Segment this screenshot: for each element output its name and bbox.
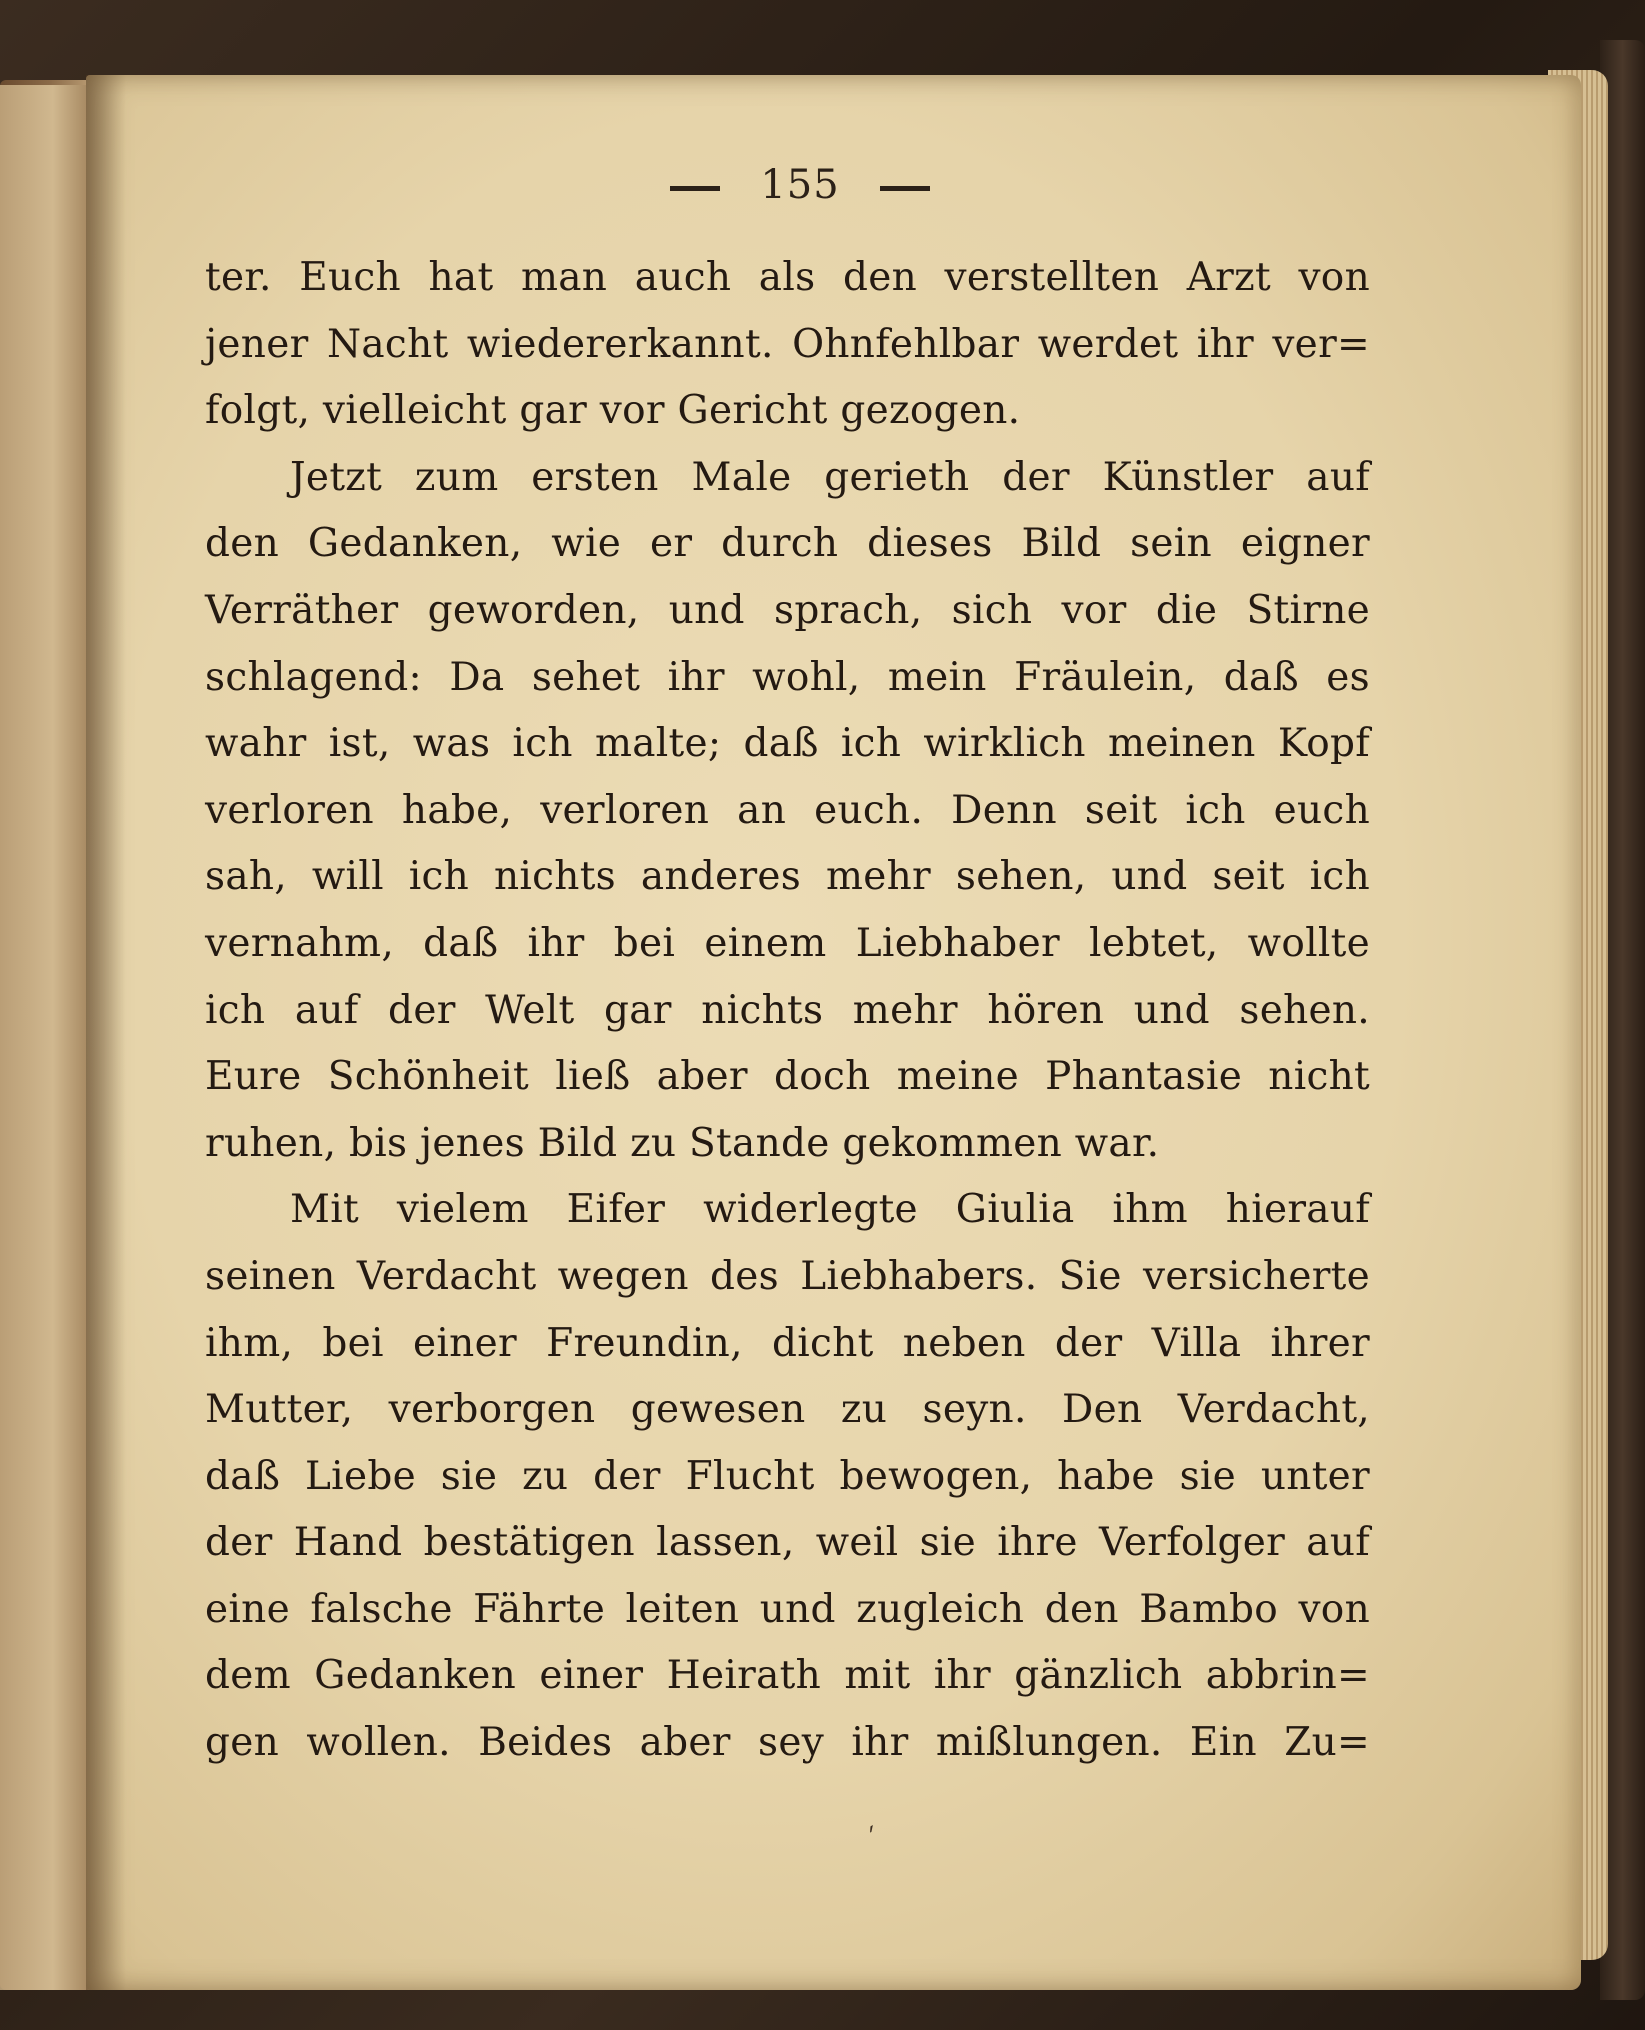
text-line: schlagend: Da sehet ihr wohl, mein Fräulein, daß es	[205, 654, 1370, 700]
left-page-edge	[0, 85, 88, 1990]
text-line: eine falsche Fährte leiten und zugleich den Bambo von	[205, 1586, 1370, 1632]
text-line: dem Gedanken einer Heirath mit ihr gänzlich abbrin=	[205, 1653, 1370, 1699]
spine-shadow	[86, 75, 126, 1990]
text-line: folgt, vielleicht gar vor Gericht gezogen.	[205, 388, 1021, 434]
page-number: 155	[760, 162, 840, 208]
text-line: ich auf der Welt gar nichts mehr hören und sehen.	[205, 987, 1370, 1033]
text-line: ruhen, bis jenes Bild zu Stande gekommen war.	[205, 1120, 1160, 1166]
text-line: daß Liebe sie zu der Flucht bewogen, habe sie unter	[205, 1453, 1370, 1499]
text-line: Jetzt zum ersten Male gerieth der Künstler auf	[290, 454, 1370, 500]
text-line: Verräther geworden, und sprach, sich vor die Stirne	[205, 587, 1370, 633]
text-line: Eure Schönheit ließ aber doch meine Phantasie nicht	[205, 1054, 1370, 1100]
header-dash-right	[880, 186, 930, 191]
page-body-text	[205, 245, 1370, 1777]
text-line: verloren habe, verloren an euch. Denn seit ich euch	[205, 787, 1370, 833]
text-line: Mutter, verborgen gewesen zu seyn. Den Verdacht,	[205, 1387, 1370, 1433]
text-line: gen wollen. Beides aber sey ihr mißlungen. Ein Zu=	[205, 1720, 1370, 1766]
text-line: ter. Euch hat man auch als den verstellten Arzt von	[205, 255, 1370, 300]
text-line: sah, will ich nichts anderes mehr sehen, und seit ich	[205, 854, 1370, 900]
text-line: Mit vielem Eifer widerlegte Giulia ihm hierauf	[290, 1187, 1370, 1233]
text-line: der Hand bestätigen lassen, weil sie ihre Verfolger auf	[205, 1520, 1370, 1566]
text-line: den Gedanken, wie er durch dieses Bild sein eigner	[205, 521, 1370, 567]
page-header	[600, 150, 1000, 220]
ink-speck: ˊ	[860, 1820, 890, 1857]
text-line: seinen Verdacht wegen des Liebhabers. Sie versicherte	[205, 1253, 1370, 1299]
text-line: wahr ist, was ich malte; daß ich wirklich meinen Kopf	[205, 721, 1370, 767]
text-line: ihm, bei einer Freundin, dicht neben der Villa ihrer	[205, 1320, 1370, 1366]
header-dash-left	[670, 186, 720, 191]
text-line: vernahm, daß ihr bei einem Liebhaber lebtet, wollte	[205, 920, 1370, 966]
text-line: jener Nacht wiedererkannt. Ohnfehlbar werdet ihr ver=	[205, 321, 1370, 367]
